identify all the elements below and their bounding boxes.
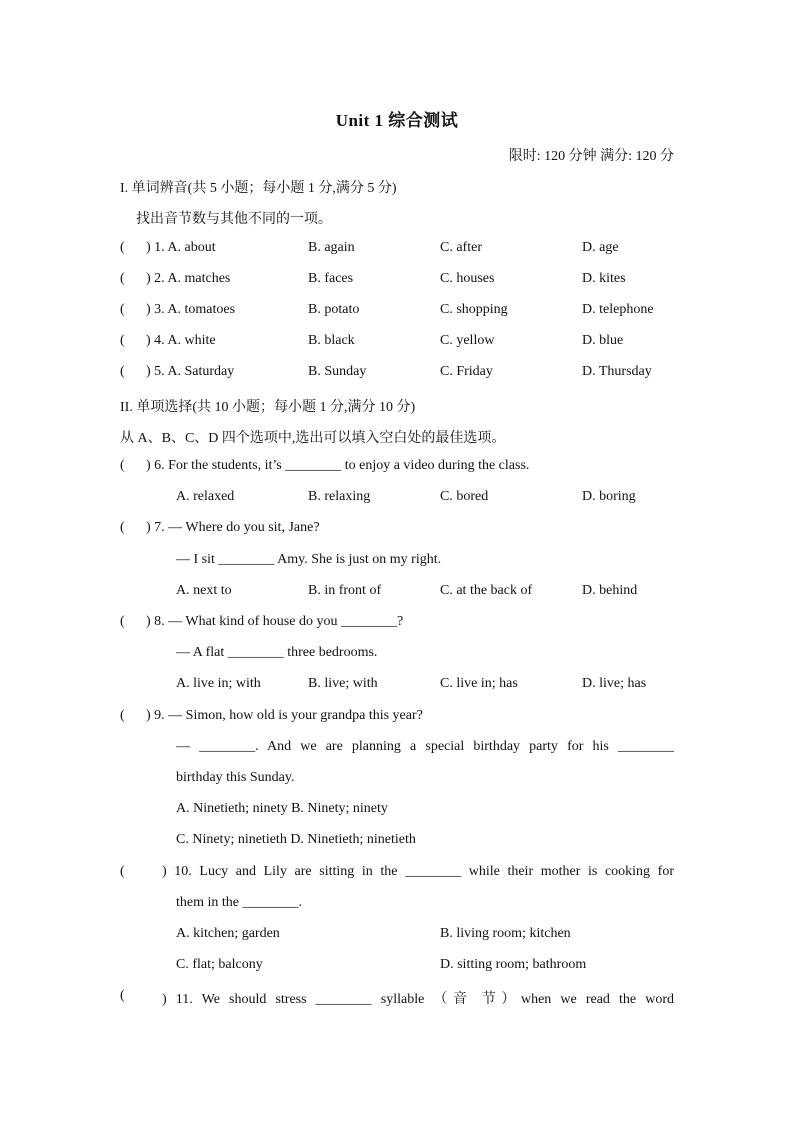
option-d: D. age	[582, 240, 619, 255]
question-3	[120, 302, 674, 322]
question-5	[120, 364, 674, 384]
option-d: D. sitting room; bathroom	[440, 957, 587, 972]
option-d: D. kites	[582, 271, 626, 286]
option-d: D. Thursday	[582, 364, 652, 379]
question-11	[120, 988, 674, 1008]
answer-paren: (	[120, 988, 125, 1003]
option-b: B. Sunday	[308, 364, 367, 379]
question-7-line2: — I sit ________ Amy. She is just on my right.	[176, 552, 442, 567]
answer-paren: (	[120, 302, 125, 317]
answer-paren: (	[120, 271, 125, 286]
question-2	[120, 271, 674, 291]
answer-paren: (	[120, 520, 125, 535]
section-2-instruction: 从 A、B、C、D 四个选项中,选出可以填入空白处的最佳选项。	[120, 431, 506, 446]
option-c: C. bored	[440, 489, 489, 504]
option-a: A. kitchen; garden	[176, 926, 280, 941]
time-score-info: 限时: 120 分钟 满分: 120 分	[508, 149, 674, 164]
question-1	[120, 240, 674, 260]
option-c: C. Friday	[440, 364, 493, 379]
question-6	[120, 458, 674, 478]
option-a: A. relaxed	[176, 489, 235, 504]
option-c: C. after	[440, 240, 482, 255]
question-7-options	[120, 583, 674, 603]
option-b: B. relaxing	[308, 489, 371, 504]
option-c: C. at the back of	[440, 583, 533, 598]
question-9	[120, 708, 674, 728]
question-10-options-cd	[120, 957, 674, 977]
option-b: B. in front of	[308, 583, 382, 598]
question-stem: ) 10. Lucy and Lily are sitting in the ________ while their mother is cooking for	[162, 864, 674, 879]
question-stem: ) 3. A. tomatoes	[146, 302, 236, 317]
answer-paren: (	[120, 864, 125, 879]
question-4	[120, 333, 674, 353]
option-d: D. telephone	[582, 302, 654, 317]
option-c: C. live in; has	[440, 676, 518, 691]
question-10	[120, 864, 674, 884]
answer-paren: (	[120, 614, 125, 629]
question-8	[120, 614, 674, 634]
question-7	[120, 520, 674, 540]
question-stem: ) 11. We should stress ________ syllable （音 节）when we read the word	[162, 992, 674, 1007]
option-d: D. blue	[582, 333, 624, 348]
question-8-line2: — A flat ________ three bedrooms.	[176, 645, 378, 660]
option-b: B. black	[308, 333, 355, 348]
question-stem: ) 2. A. matches	[146, 271, 231, 286]
answer-paren: (	[120, 364, 125, 379]
section-1-instruction: 找出音节数与其他不同的一项。	[136, 212, 332, 227]
answer-paren: (	[120, 240, 125, 255]
option-d: D. boring	[582, 489, 636, 504]
question-stem: ) 5. A. Saturday	[146, 364, 235, 379]
question-9-line3: birthday this Sunday.	[176, 770, 295, 785]
question-stem: ) 4. A. white	[146, 333, 216, 348]
option-c: C. shopping	[440, 302, 508, 317]
answer-paren: (	[120, 333, 125, 348]
page-title: Unit 1 综合测试	[335, 111, 459, 130]
option-b: B. live; with	[308, 676, 378, 691]
question-9-options-cd: C. Ninety; ninetieth D. Ninetieth; ninetieth	[176, 832, 416, 847]
question-stem: ) 6. For the students, it’s ________ to enjoy a video during the class.	[146, 458, 530, 473]
option-c: C. houses	[440, 271, 495, 286]
option-b: B. living room; kitchen	[440, 926, 571, 941]
question-10-line2: them in the ________.	[176, 895, 302, 910]
section-1-heading: I. 单词辨音(共 5 小题；每小题 1 分,满分 5 分)	[120, 181, 397, 196]
option-c: C. flat; balcony	[176, 957, 263, 972]
option-b: B. potato	[308, 302, 360, 317]
question-stem: ) 7. — Where do you sit, Jane?	[146, 520, 320, 535]
section-2-heading: II. 单项选择(共 10 小题；每小题 1 分,满分 10 分)	[120, 400, 416, 415]
option-a: A. next to	[176, 583, 232, 598]
answer-paren: (	[120, 708, 125, 723]
answer-paren: (	[120, 458, 125, 473]
option-d: D. live; has	[582, 676, 647, 691]
option-b: B. again	[308, 240, 355, 255]
question-8-options	[120, 676, 674, 696]
option-d: D. behind	[582, 583, 638, 598]
question-9-line2: — ________. And we are planning a special birthday party for his ________	[176, 739, 674, 754]
option-a: A. live in; with	[176, 676, 261, 691]
option-c: C. yellow	[440, 333, 495, 348]
option-b: B. faces	[308, 271, 354, 286]
question-stem: ) 1. A. about	[146, 240, 216, 255]
question-stem: ) 9. — Simon, how old is your grandpa this year?	[146, 708, 423, 723]
question-9-options-ab: A. Ninetieth; ninety B. Ninety; ninety	[176, 801, 388, 816]
question-10-options-ab	[120, 926, 674, 946]
question-stem: ) 8. — What kind of house do you ________?	[146, 614, 404, 629]
question-6-options	[120, 489, 674, 509]
